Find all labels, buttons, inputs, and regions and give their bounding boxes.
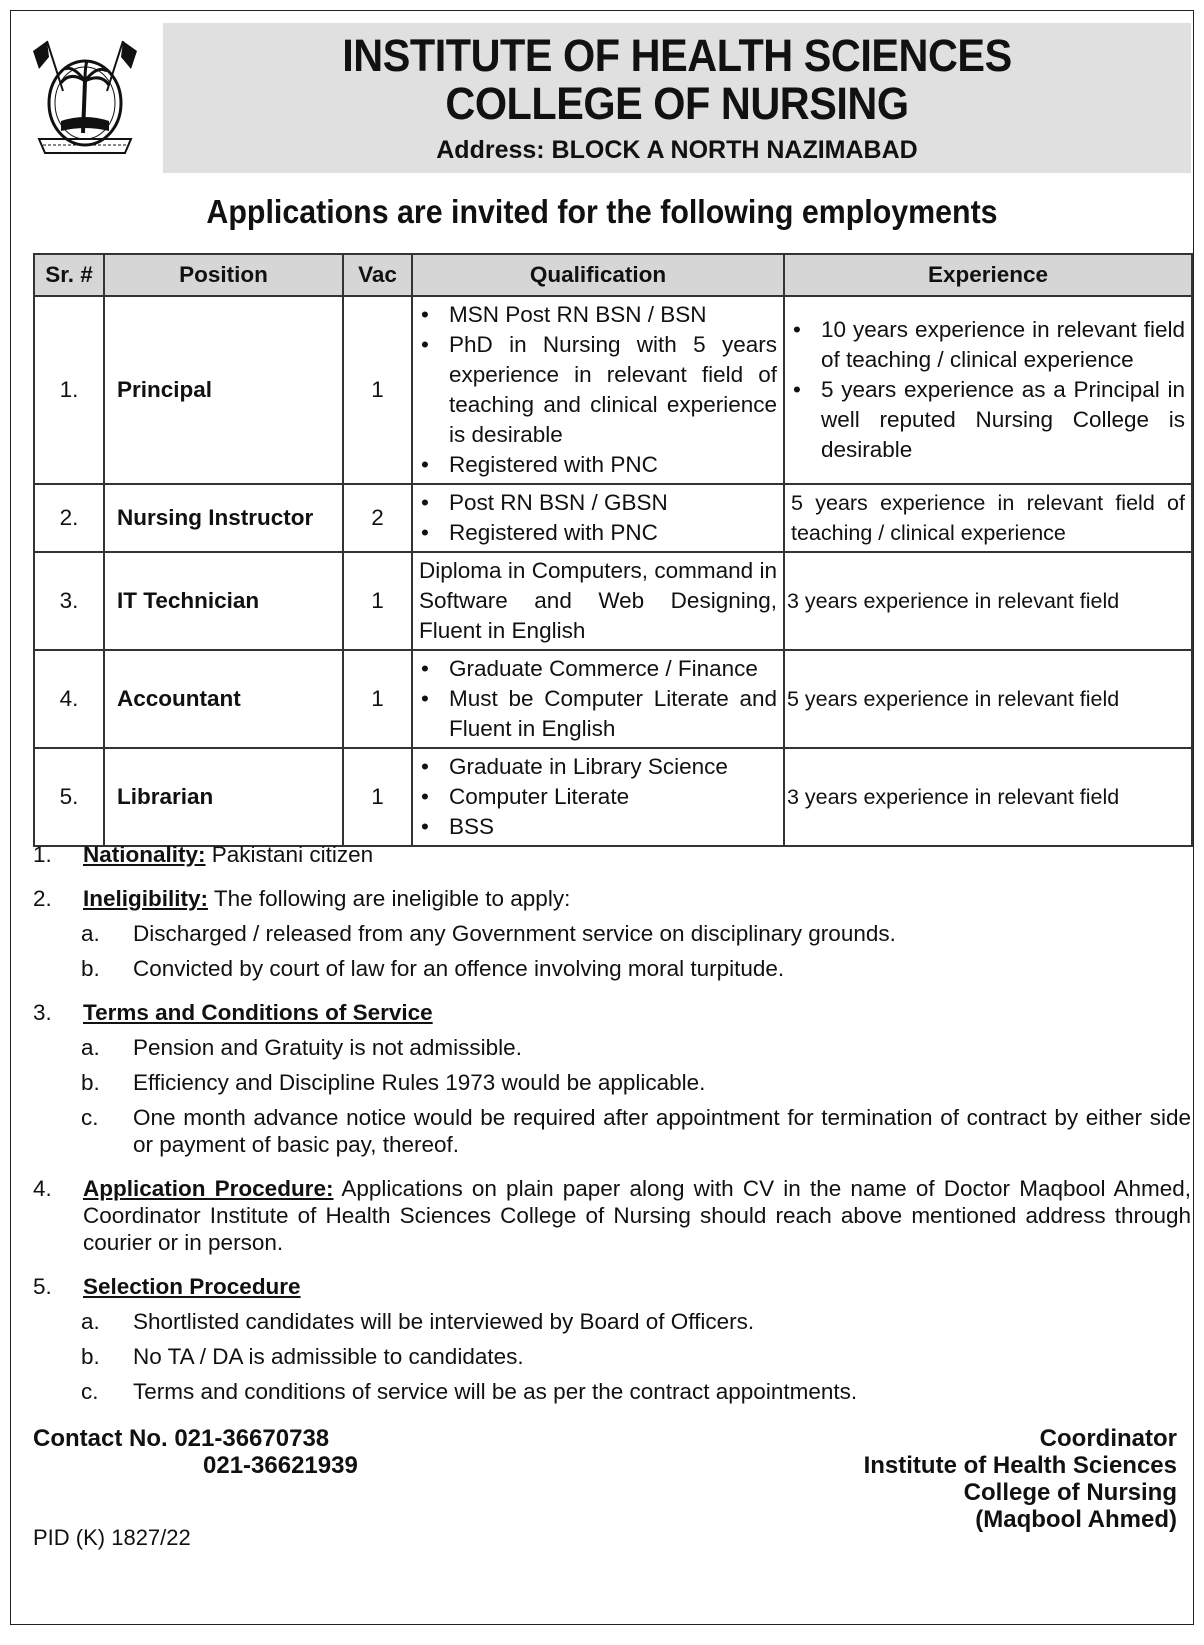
table-row	[34, 296, 1192, 484]
contact-number-2: 021-36621939	[203, 1452, 358, 1479]
college-title: COLLEGE OF NURSING	[445, 78, 909, 129]
jobs-table	[33, 253, 1193, 847]
subitem-letter: a.	[81, 1309, 100, 1334]
qualification-item: • Computer Literate	[419, 782, 777, 812]
col-header-sr: Sr. #	[34, 254, 104, 296]
note-number: 3.	[33, 1000, 52, 1025]
note-subitem	[33, 1069, 1191, 1096]
subitem-letter: b.	[81, 956, 100, 981]
qualification-item: • Graduate in Library Science	[419, 752, 777, 782]
subitem-letter: b.	[81, 1344, 100, 1369]
main-heading: Applications are invited for the following employments	[206, 193, 998, 230]
note-text: Pakistani citizen	[205, 842, 374, 867]
vac-cell: 2	[343, 484, 412, 552]
note-subitem	[33, 1034, 1191, 1061]
experience-cell: 3 years experience in relevant field	[784, 552, 1192, 650]
qualification-item: • Post RN BSN / GBSN	[419, 488, 777, 518]
subitem-text: Terms and conditions of service will be as per the contract appointments.	[133, 1379, 858, 1404]
note-nationality	[33, 841, 1191, 868]
note-subitem	[33, 1378, 1191, 1405]
table-row	[34, 552, 1192, 650]
table-row	[34, 748, 1192, 846]
subitem-letter: b.	[81, 1070, 100, 1095]
experience-item: • 10 years experience in relevant field of teaching / clinical experience	[791, 315, 1185, 375]
experience-cell: 3 years experience in relevant field	[784, 748, 1192, 846]
note-subitem	[33, 1343, 1191, 1370]
qualification-item: • Must be Computer Literate and Fluent in English	[419, 684, 777, 744]
note-number: 4.	[33, 1176, 52, 1201]
note-title: Terms and Conditions of Service	[83, 1000, 433, 1025]
coordinator-line: Coordinator	[1039, 1425, 1177, 1452]
note-title: Ineligibility:	[83, 886, 209, 911]
vac-cell: 1	[343, 552, 412, 650]
note-subitem	[33, 920, 1191, 947]
qualification-cell	[412, 650, 784, 748]
vac-cell: 1	[343, 748, 412, 846]
note-title: Application Procedure:	[83, 1176, 334, 1201]
qualification-item: • Registered with PNC	[419, 518, 777, 548]
table-row	[34, 650, 1192, 748]
subitem-text: Convicted by court of law for an offence involving moral turpitude.	[133, 956, 785, 981]
terms-notes	[33, 841, 1191, 1417]
qualification-item: • Registered with PNC	[419, 450, 777, 480]
institute-title: INSTITUTE OF HEALTH SCIENCES	[342, 30, 1012, 81]
coordinator-line: Institute of Health Sciences	[863, 1452, 1177, 1479]
subitem-text: Shortlisted candidates will be interviewed by Board of Officers.	[133, 1309, 755, 1334]
qualification-item: • Graduate Commerce / Finance	[419, 654, 777, 684]
note-application-procedure	[33, 1175, 1191, 1256]
sr-cell: 5.	[34, 748, 104, 846]
position-cell: Nursing Instructor	[104, 484, 343, 552]
sr-cell: 4.	[34, 650, 104, 748]
position-cell: Librarian	[104, 748, 343, 846]
institute-logo	[25, 21, 145, 171]
subitem-letter: c.	[81, 1379, 99, 1404]
note-subitem	[33, 955, 1191, 982]
contact-number: Contact No. 021-36670738	[33, 1425, 330, 1452]
vac-cell: 1	[343, 650, 412, 748]
note-text: The following are ineligible to apply:	[208, 886, 571, 911]
qualification-item: • MSN Post RN BSN / BSN	[419, 300, 777, 330]
experience-cell	[784, 296, 1192, 484]
note-subitem	[33, 1308, 1191, 1335]
subitem-text: No TA / DA is admissible to candidates.	[133, 1344, 524, 1369]
note-selection-procedure	[33, 1273, 1191, 1405]
subitem-letter: c.	[81, 1105, 99, 1130]
header-banner	[163, 23, 1191, 173]
vac-cell: 1	[343, 296, 412, 484]
note-title: Nationality:	[83, 842, 206, 867]
experience-cell: 5 years experience in relevant field of teaching / clinical experience	[784, 484, 1192, 552]
note-title: Selection Procedure	[83, 1274, 301, 1299]
sr-cell: 3.	[34, 552, 104, 650]
coordinator-block	[864, 1425, 1177, 1533]
position-cell: IT Technician	[104, 552, 343, 650]
coordinator-line: (Maqbool Ahmed)	[975, 1506, 1177, 1533]
col-header-qualification: Qualification	[412, 254, 784, 296]
qualification-item: • PhD in Nursing with 5 years experience in relevant field of teaching and clinical experience is desirable	[419, 330, 777, 450]
note-terms	[33, 999, 1191, 1158]
pid-code: PID (K) 1827/22	[33, 1525, 191, 1550]
sr-cell: 2.	[34, 484, 104, 552]
subitem-text: One month advance notice would be required after appointment for termination of contract by either side or payment of basic pay, thereof.	[133, 1105, 1191, 1157]
table-header-row	[34, 254, 1192, 296]
note-subitem	[33, 1104, 1191, 1158]
col-header-position: Position	[104, 254, 343, 296]
qualification-cell	[412, 296, 784, 484]
note-text: Applications on plain paper along with CV in the name of Doctor Maqbool Ahmed, Coordinator Institute of Health Sciences College of Nursing should reach above mentioned address through courier or in person.	[83, 1176, 1191, 1255]
table-row	[34, 484, 1192, 552]
experience-item: • 5 years experience as a Principal in well reputed Nursing College is desirable	[791, 375, 1185, 465]
contact-block	[33, 1425, 358, 1479]
col-header-vac: Vac	[343, 254, 412, 296]
qualification-item: • BSS	[419, 812, 777, 842]
coordinator-line: College of Nursing	[963, 1479, 1177, 1506]
subitem-text: Efficiency and Discipline Rules 1973 would be applicable.	[133, 1070, 706, 1095]
qualification-cell: Diploma in Computers, command in Software and Web Designing, Fluent in English	[412, 552, 784, 650]
subitem-text: Pension and Gratuity is not admissible.	[133, 1035, 522, 1060]
subitem-letter: a.	[81, 921, 100, 946]
advertisement-page	[10, 10, 1194, 1625]
subitem-letter: a.	[81, 1035, 100, 1060]
position-cell: Accountant	[104, 650, 343, 748]
col-header-experience: Experience	[784, 254, 1192, 296]
subitem-text: Discharged / released from any Government service on disciplinary grounds.	[133, 921, 896, 946]
sr-cell: 1.	[34, 296, 104, 484]
position-cell: Principal	[104, 296, 343, 484]
note-ineligibility	[33, 885, 1191, 982]
experience-cell: 5 years experience in relevant field	[784, 650, 1192, 748]
note-number: 5.	[33, 1274, 52, 1299]
qualification-cell	[412, 748, 784, 846]
address-line: Address: BLOCK A NORTH NAZIMABAD	[436, 136, 918, 164]
note-number: 1.	[33, 842, 52, 867]
qualification-cell	[412, 484, 784, 552]
note-number: 2.	[33, 886, 52, 911]
